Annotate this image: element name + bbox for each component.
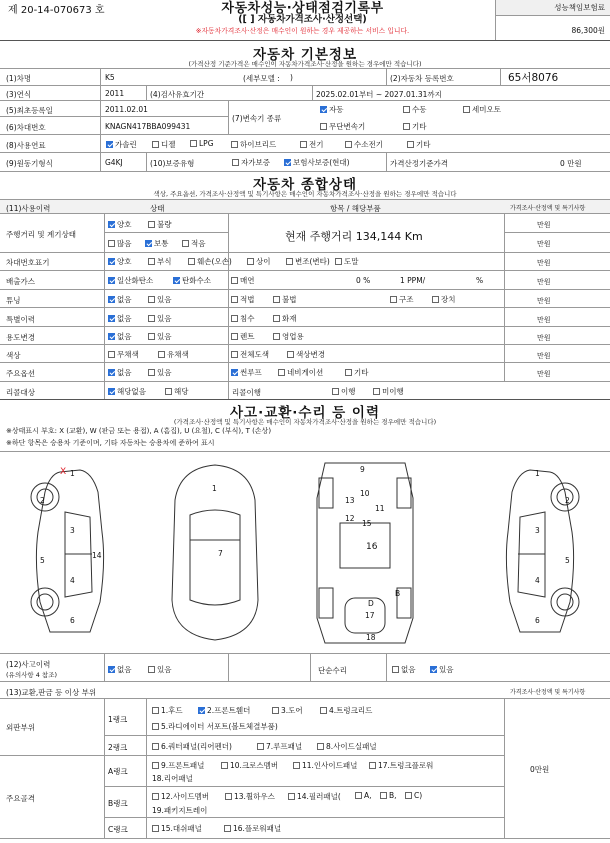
price-manwon: 만원 <box>537 316 551 324</box>
part-wheel-house[interactable]: 13.휠하우스 <box>225 791 275 802</box>
emission-label: 배출가스 <box>6 277 35 286</box>
emission-smoke-unit: % <box>476 276 484 285</box>
special-none[interactable]: 없음 <box>108 313 132 324</box>
simple-repair-yes[interactable]: 있음 <box>430 664 454 675</box>
document-number: 제 20-14-070673 호 <box>8 5 105 16</box>
insurance-fee-label: 성능책임보험료 <box>554 3 605 12</box>
right-part-1: 1 <box>535 469 540 478</box>
under-part-15: 15 <box>362 519 372 528</box>
engine-value: G4KJ <box>105 158 123 167</box>
fuel-diesel[interactable]: 디젤 <box>152 139 176 150</box>
base-price-label: 가격산정기준가격 <box>390 159 448 168</box>
part-pillar-panel[interactable]: 14.필러패널( <box>288 791 341 802</box>
part-cross-member[interactable]: 10.크로스멤버 <box>221 760 278 771</box>
validity-label: (4)검사유효기간 <box>150 90 205 99</box>
insurance-fee-value: 86,300원 <box>571 26 605 35</box>
parts-price-value: 0만원 <box>530 765 550 774</box>
accident-history-label: (12)사고이력 <box>6 660 51 669</box>
trans-manual[interactable]: 수동 <box>403 104 427 115</box>
vin-state-label: 차대번호표기 <box>6 258 50 267</box>
options-other[interactable]: 기타 <box>345 367 369 378</box>
first-reg-label: (5)최초등록일 <box>6 106 53 115</box>
price-manwon: 만원 <box>537 221 551 229</box>
top-part-1: 1 <box>212 484 217 493</box>
frame-label: 주요골격 <box>6 794 35 803</box>
color-achromatic[interactable]: 무채색 <box>108 349 139 360</box>
emission-hc[interactable]: 탄화수소 <box>173 275 211 286</box>
part-hood[interactable]: 1.후드 <box>152 705 183 716</box>
under-part-d: D <box>368 599 374 608</box>
part-roof-panel[interactable]: 7.루프패널 <box>257 741 302 752</box>
tuning-device[interactable]: 장치 <box>432 294 456 305</box>
trans-semi[interactable]: 세미오토 <box>463 104 501 115</box>
part-quarter-panel[interactable]: 6.쿼터패널(리어펜더) <box>152 741 232 752</box>
part-front-panel[interactable]: 9.프론트패널 <box>152 760 204 771</box>
under-part-b: B <box>395 589 401 598</box>
vin-state-different[interactable]: 상이 <box>247 256 271 267</box>
part-side-sill[interactable]: 8.사이드실패널 <box>317 741 377 752</box>
vin-state-altered[interactable]: 변조(변타) <box>286 256 330 267</box>
price-manwon: 만원 <box>537 334 551 342</box>
warranty-self[interactable]: 자가보증 <box>232 157 270 168</box>
under-part-11: 11 <box>375 504 385 513</box>
special-flood[interactable]: 침수 <box>231 313 255 324</box>
recall-done-label: 리콜이행 <box>232 388 261 397</box>
warranty-label: (10)보증유형 <box>150 159 195 168</box>
tuning-label: 튜닝 <box>6 296 21 305</box>
service-notice: ※자동차가격조사·산정은 매수인이 원하는 경우 제공하는 서비스 입니다. <box>195 27 410 35</box>
color-label: 색상 <box>6 351 21 360</box>
usage-yes[interactable]: 있음 <box>148 331 172 342</box>
left-part-4: 4 <box>70 576 75 585</box>
odo-high[interactable]: 많음 <box>108 238 132 249</box>
top-part-7: 7 <box>218 549 223 558</box>
plate-value: 65서8076 <box>508 72 559 84</box>
right-part-6: 6 <box>535 616 540 625</box>
outer-panel-label: 외판부위 <box>6 723 35 732</box>
right-part-3: 3 <box>535 526 540 535</box>
accident-yes[interactable]: 있음 <box>148 664 172 675</box>
emission-co[interactable]: 일산화탄소 <box>108 275 153 286</box>
accident-history-sub: (유의사항 4 참조) <box>6 671 58 679</box>
color-full-paint[interactable]: 전체도색 <box>231 349 269 360</box>
detail-model-label: (세부모델 : <box>243 74 280 83</box>
vin-value: KNAGN417BBA099431 <box>105 122 191 131</box>
under-part-17: 17 <box>365 611 375 620</box>
part-side-member[interactable]: 12.사이드멤버 <box>152 791 209 802</box>
odo-good[interactable]: 양호 <box>108 219 132 230</box>
options-sunroof[interactable]: 썬루프 <box>231 367 262 378</box>
right-part-2: 2 <box>565 496 570 505</box>
accident-note: (가격조사·산정액 및 특기사항은 매수인이 자동차가격조사·산정을 원하는 경우에만 적습니다) <box>173 418 437 426</box>
under-part-18: 18 <box>366 633 376 642</box>
vin-state-smeared[interactable]: 도말 <box>335 256 359 267</box>
car-diagram-right-side <box>480 462 590 642</box>
fuel-lpg[interactable]: LPG <box>190 139 214 148</box>
price-manwon: 만원 <box>537 297 551 305</box>
options-navigation[interactable]: 네비게이션 <box>278 367 323 378</box>
status-note: 색상, 주요옵션, 가격조사·산정액 및 특기사항은 매수인이 자동차가격조사·산정을 원하는 경우에만 적습니다 <box>153 190 457 198</box>
fuel-other[interactable]: 기타 <box>407 139 431 150</box>
first-reg-value: 2011.02.01 <box>105 105 148 114</box>
left-part-2: 2 <box>40 496 45 505</box>
part-pillar-a[interactable]: A, <box>355 791 372 800</box>
part-package-tray[interactable]: 19.패키지트레이 <box>152 806 208 815</box>
accident-title: 사고·교환·수리 등 이력 <box>229 405 381 421</box>
validity-value: 2025.02.01부터 ~ 2027.01.31까지 <box>316 90 442 99</box>
parts-price-col: 가격조사·산정액 및 특기사항 <box>510 689 586 696</box>
options-label: 주요옵션 <box>6 369 35 378</box>
part-trunk-lid[interactable]: 4.트렁크리드 <box>320 705 372 716</box>
model-label: (1)차명 <box>6 74 32 83</box>
transmission-label: (7)변속기 종류 <box>232 114 282 123</box>
document-subtitle: ([ ] 자동차가격조사·산정선택) <box>238 14 367 25</box>
odo-bad[interactable]: 불량 <box>148 219 172 230</box>
under-part-13: 13 <box>345 496 355 505</box>
trans-other[interactable]: 기타 <box>403 121 427 132</box>
part-pillar-b[interactable]: B, <box>380 791 397 800</box>
rankC-label: C랭크 <box>108 825 128 834</box>
vin-state-good[interactable]: 양호 <box>108 256 132 267</box>
document-title: 자동차성능·상태점검기록부 <box>221 1 384 16</box>
emission-smoke[interactable]: 매연 <box>231 275 255 286</box>
recall-none[interactable]: 해당없음 <box>108 386 146 397</box>
year-label: (3)연식 <box>6 90 32 99</box>
recall-not-done[interactable]: 미이행 <box>373 386 404 397</box>
base-price-value: 0 만원 <box>560 159 582 168</box>
trans-cvt[interactable]: 무단변속기 <box>320 121 365 132</box>
price-manwon: 만원 <box>537 370 551 378</box>
tuning-structure[interactable]: 구조 <box>390 294 414 305</box>
rankA-label: A랭크 <box>108 767 128 776</box>
tuning-legal[interactable]: 적법 <box>231 294 255 305</box>
fuel-electric[interactable]: 전기 <box>300 139 324 150</box>
usage-rent[interactable]: 렌트 <box>231 331 255 342</box>
model-value: K5 <box>105 73 115 82</box>
basic-info-title: 자동차 기본정보 <box>253 47 357 63</box>
part-rear-panel[interactable]: 18.리어패널 <box>152 774 193 783</box>
odo-label: 주행거리 및 계기상태 <box>6 230 76 239</box>
fuel-hydrogen[interactable]: 수소전기 <box>345 139 383 150</box>
part-door[interactable]: 3.도어 <box>272 705 303 716</box>
part-trunk-floor[interactable]: 17.트렁크플로워 <box>369 760 433 771</box>
trans-auto[interactable]: 자동 <box>320 104 344 115</box>
part-radiator-support[interactable]: 5.라디에이터 서포트(볼트체결부품) <box>152 721 278 732</box>
col-price: 가격조사·산정액 및 특기사항 <box>510 205 586 212</box>
color-chromatic[interactable]: 유채색 <box>158 349 189 360</box>
right-part-5: 5 <box>565 556 570 565</box>
under-part-12: 12 <box>345 514 355 523</box>
left-part-6: 6 <box>70 616 75 625</box>
tuning-illegal[interactable]: 불법 <box>273 294 297 305</box>
options-none[interactable]: 없음 <box>108 367 132 378</box>
part-front-fender[interactable]: 2.프론트휀더 <box>198 705 250 716</box>
tuning-none[interactable]: 없음 <box>108 294 132 305</box>
price-manwon: 만원 <box>537 278 551 286</box>
warranty-insurance[interactable]: 보험사보증(현대) <box>284 157 350 168</box>
usage-change-label: 용도변경 <box>6 333 35 342</box>
part-dash-panel[interactable]: 15.대쉬패널 <box>152 823 202 834</box>
right-part-4: 4 <box>535 576 540 585</box>
left-part-5: 5 <box>40 556 45 565</box>
options-yes[interactable]: 있음 <box>148 367 172 378</box>
under-part-10: 10 <box>360 489 370 498</box>
engine-label: (9)원동기형식 <box>6 159 53 168</box>
left-part-14: 14 <box>92 551 102 560</box>
odo-low[interactable]: 적음 <box>182 238 206 249</box>
status-title: 자동차 종합상태 <box>253 177 357 193</box>
emission-co-value: 0 % <box>356 276 371 285</box>
col-usage-history: (11)사용이력 <box>6 204 51 213</box>
col-detail: 항목 / 해당부품 <box>330 204 381 213</box>
vin-state-rust[interactable]: 부식 <box>148 256 172 267</box>
part-floor-panel[interactable]: 16.플로워패널 <box>224 823 281 834</box>
price-manwon: 만원 <box>537 259 551 267</box>
price-manwon: 만원 <box>537 352 551 360</box>
usage-none[interactable]: 없음 <box>108 331 132 342</box>
emission-hc-value: 1 PPM/ <box>400 276 426 285</box>
vin-label: (6)차대번호 <box>6 123 46 132</box>
simple-repair-none[interactable]: 없음 <box>392 664 416 675</box>
detail-model-close: ) <box>290 73 293 82</box>
odo-normal[interactable]: 보통 <box>145 238 169 249</box>
legend-text: ※상태표시 부호: X (교환), W (판금 또는 용접), A (흠집), U (요철), C (부식), T (손상) <box>6 427 272 435</box>
special-fire[interactable]: 화재 <box>273 313 297 324</box>
price-manwon: 만원 <box>537 240 551 248</box>
accident-none[interactable]: 없음 <box>108 664 132 675</box>
left-part-1: 1 <box>70 469 75 478</box>
left-part-3: 3 <box>70 526 75 535</box>
rank2-label: 2랭크 <box>108 743 128 752</box>
simple-repair-label: 단순수리 <box>318 666 347 675</box>
recall-done[interactable]: 이행 <box>332 386 356 397</box>
fuel-label: (8)사용연료 <box>6 141 46 150</box>
part-pillar-c[interactable]: C) <box>405 791 422 800</box>
vin-state-damaged[interactable]: 훼손(오손) <box>188 256 232 267</box>
under-part-9: 9 <box>360 465 365 474</box>
under-part-16: 16 <box>366 542 378 552</box>
recall-applicable[interactable]: 해당 <box>165 386 189 397</box>
usage-commercial[interactable]: 영업용 <box>273 331 304 342</box>
exchange-mark: X <box>60 467 67 477</box>
rank1-label: 1랭크 <box>108 715 128 724</box>
part-inside-panel[interactable]: 11.인사이드패널 <box>293 760 357 771</box>
recall-label: 리콜대상 <box>6 388 35 397</box>
special-yes[interactable]: 있음 <box>148 313 172 324</box>
col-state: 상태 <box>150 204 165 213</box>
rankB-label: B랭크 <box>108 799 128 808</box>
odometer-reading: 현재 주행거리 134,144 Km <box>285 230 423 243</box>
car-diagram-left-side <box>20 462 130 642</box>
color-changed[interactable]: 색상변경 <box>287 349 325 360</box>
year-value: 2011 <box>105 89 125 98</box>
basic-info-note: (가격산정 기준가격은 매수인이 자동차가격조사·산정을 원하는 경우에만 적습니다) <box>188 60 422 68</box>
legend-note: ※하단 항목은 승용차 기준이며, 기타 자동차는 승용차에 준하여 표시 <box>6 439 215 447</box>
parts-title: (13)교환,판금 등 이상 부위 <box>6 688 97 697</box>
fuel-gasoline[interactable]: 가솔린 <box>106 139 137 150</box>
fuel-hybrid[interactable]: 하이브리드 <box>231 139 276 150</box>
plate-label: (2)자동차 등록번호 <box>390 74 454 83</box>
special-history-label: 특별이력 <box>6 315 35 324</box>
tuning-yes[interactable]: 있음 <box>148 294 172 305</box>
